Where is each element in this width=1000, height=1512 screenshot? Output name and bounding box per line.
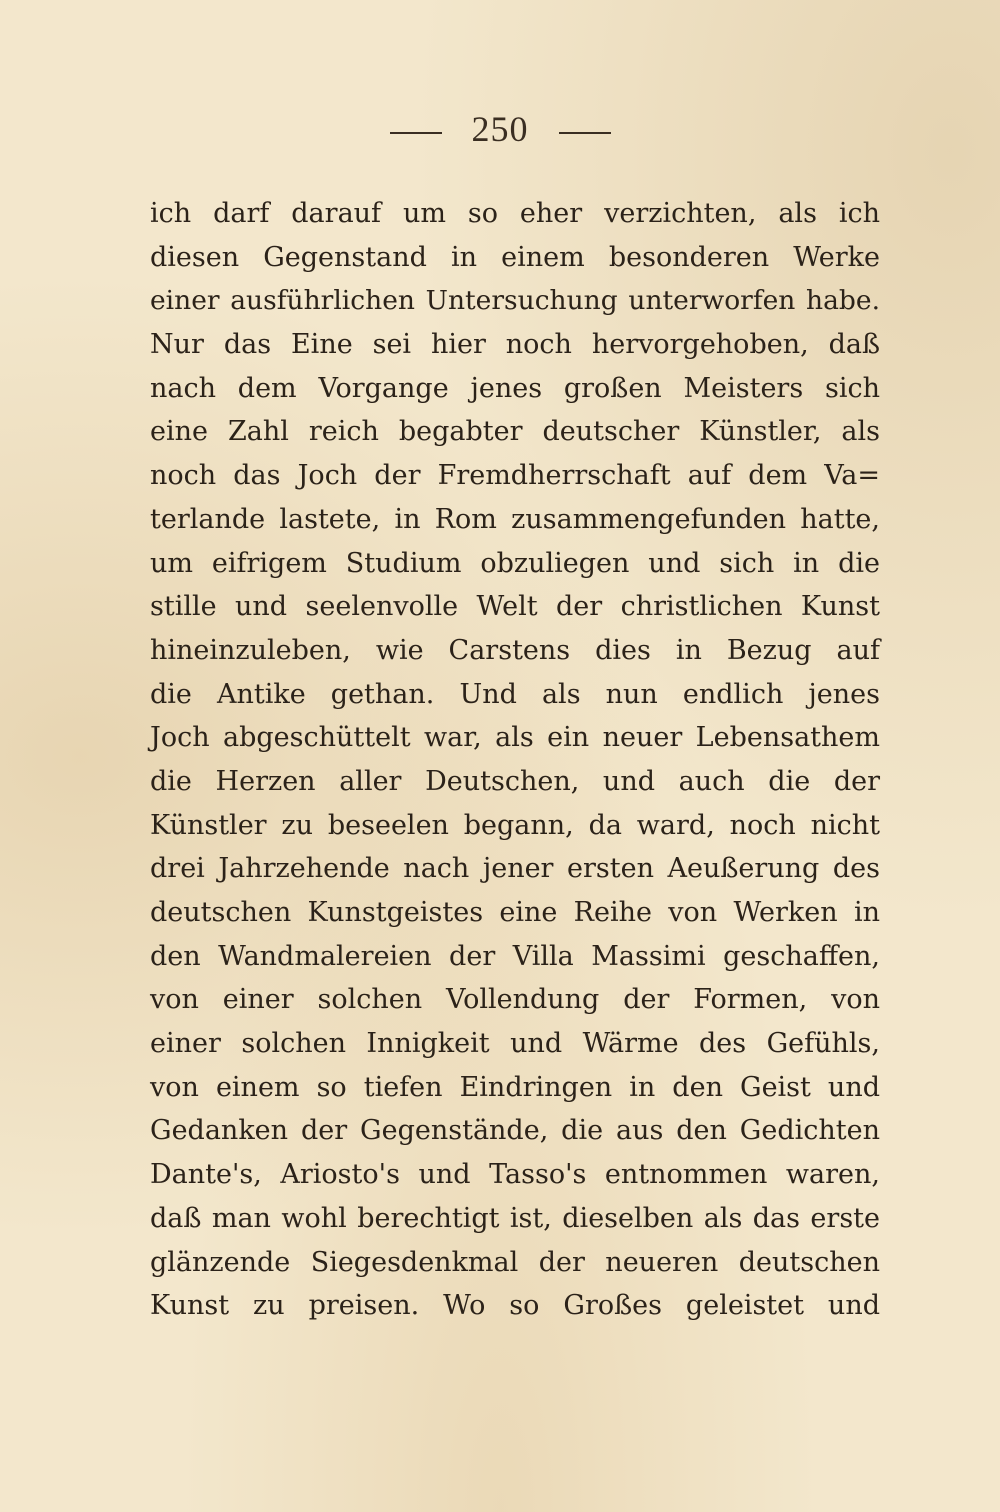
text-line: von einer solchen Vollendung der Formen, von bbox=[150, 984, 880, 1016]
page-header bbox=[0, 108, 1000, 150]
page-number: 250 bbox=[471, 109, 529, 149]
text-line: deutschen Kunstgeistes eine Reihe von Werken in bbox=[150, 897, 880, 928]
text-line: Nur das Eine sei hier noch hervorgehoben, daß bbox=[150, 329, 880, 361]
text-line: terlande lastete, in Rom zusammengefunden hatte, bbox=[150, 503, 880, 535]
header-dash-left bbox=[390, 132, 442, 134]
body-text bbox=[150, 192, 880, 1328]
text-line: Kunst zu preisen. Wo so Großes geleistet und bbox=[150, 1290, 880, 1322]
text-line: stille und seelenvolle Welt der christlichen Kunst bbox=[150, 591, 880, 623]
text-line: den Wandmalereien der Villa Massimi geschaffen, bbox=[150, 940, 880, 972]
text-line: Gedanken der Gegenstände, die aus den Gedichten bbox=[150, 1115, 880, 1147]
header-dash-right bbox=[559, 132, 611, 134]
text-line: von einem so tiefen Eindringen in den Geist und bbox=[150, 1071, 880, 1103]
text-line: um eifrigem Studium obzuliegen und sich in die bbox=[150, 547, 880, 579]
text-line: die Antike gethan. Und als nun endlich jenes bbox=[150, 678, 880, 710]
text-line: Joch abgeschüttelt war, als ein neuer Lebensathem bbox=[150, 722, 880, 754]
text-line: hineinzuleben, wie Carstens dies in Bezug auf bbox=[150, 634, 880, 666]
text-line: einer solchen Innigkeit und Wärme des Gefühls, bbox=[150, 1028, 880, 1060]
text-line: glänzende Siegesdenkmal der neueren deutschen bbox=[150, 1246, 880, 1278]
text-line: diesen Gegenstand in einem besonderen Werke bbox=[150, 241, 880, 273]
text-line: Künstler zu beseelen begann, da ward, noch nicht bbox=[150, 809, 880, 841]
text-line: drei Jahrzehende nach jener ersten Aeußerung des bbox=[150, 853, 880, 885]
text-line: einer ausführlichen Untersuchung unterworfen habe. bbox=[150, 285, 880, 317]
text-line: eine Zahl reich begabter deutscher Künstler, als bbox=[150, 416, 880, 448]
text-line: ich darf darauf um so eher verzichten, als ich bbox=[150, 198, 880, 229]
text-line: noch das Joch der Fremdherrschaft auf dem Va= bbox=[150, 460, 880, 492]
text-line: nach dem Vorgange jenes großen Meisters sich bbox=[150, 372, 880, 404]
text-line: die Herzen aller Deutschen, und auch die der bbox=[150, 765, 880, 797]
text-line: Dante's, Ariosto's und Tasso's entnommen waren, bbox=[150, 1159, 880, 1191]
text-line: daß man wohl berechtigt ist, dieselben als das erste bbox=[150, 1202, 880, 1234]
